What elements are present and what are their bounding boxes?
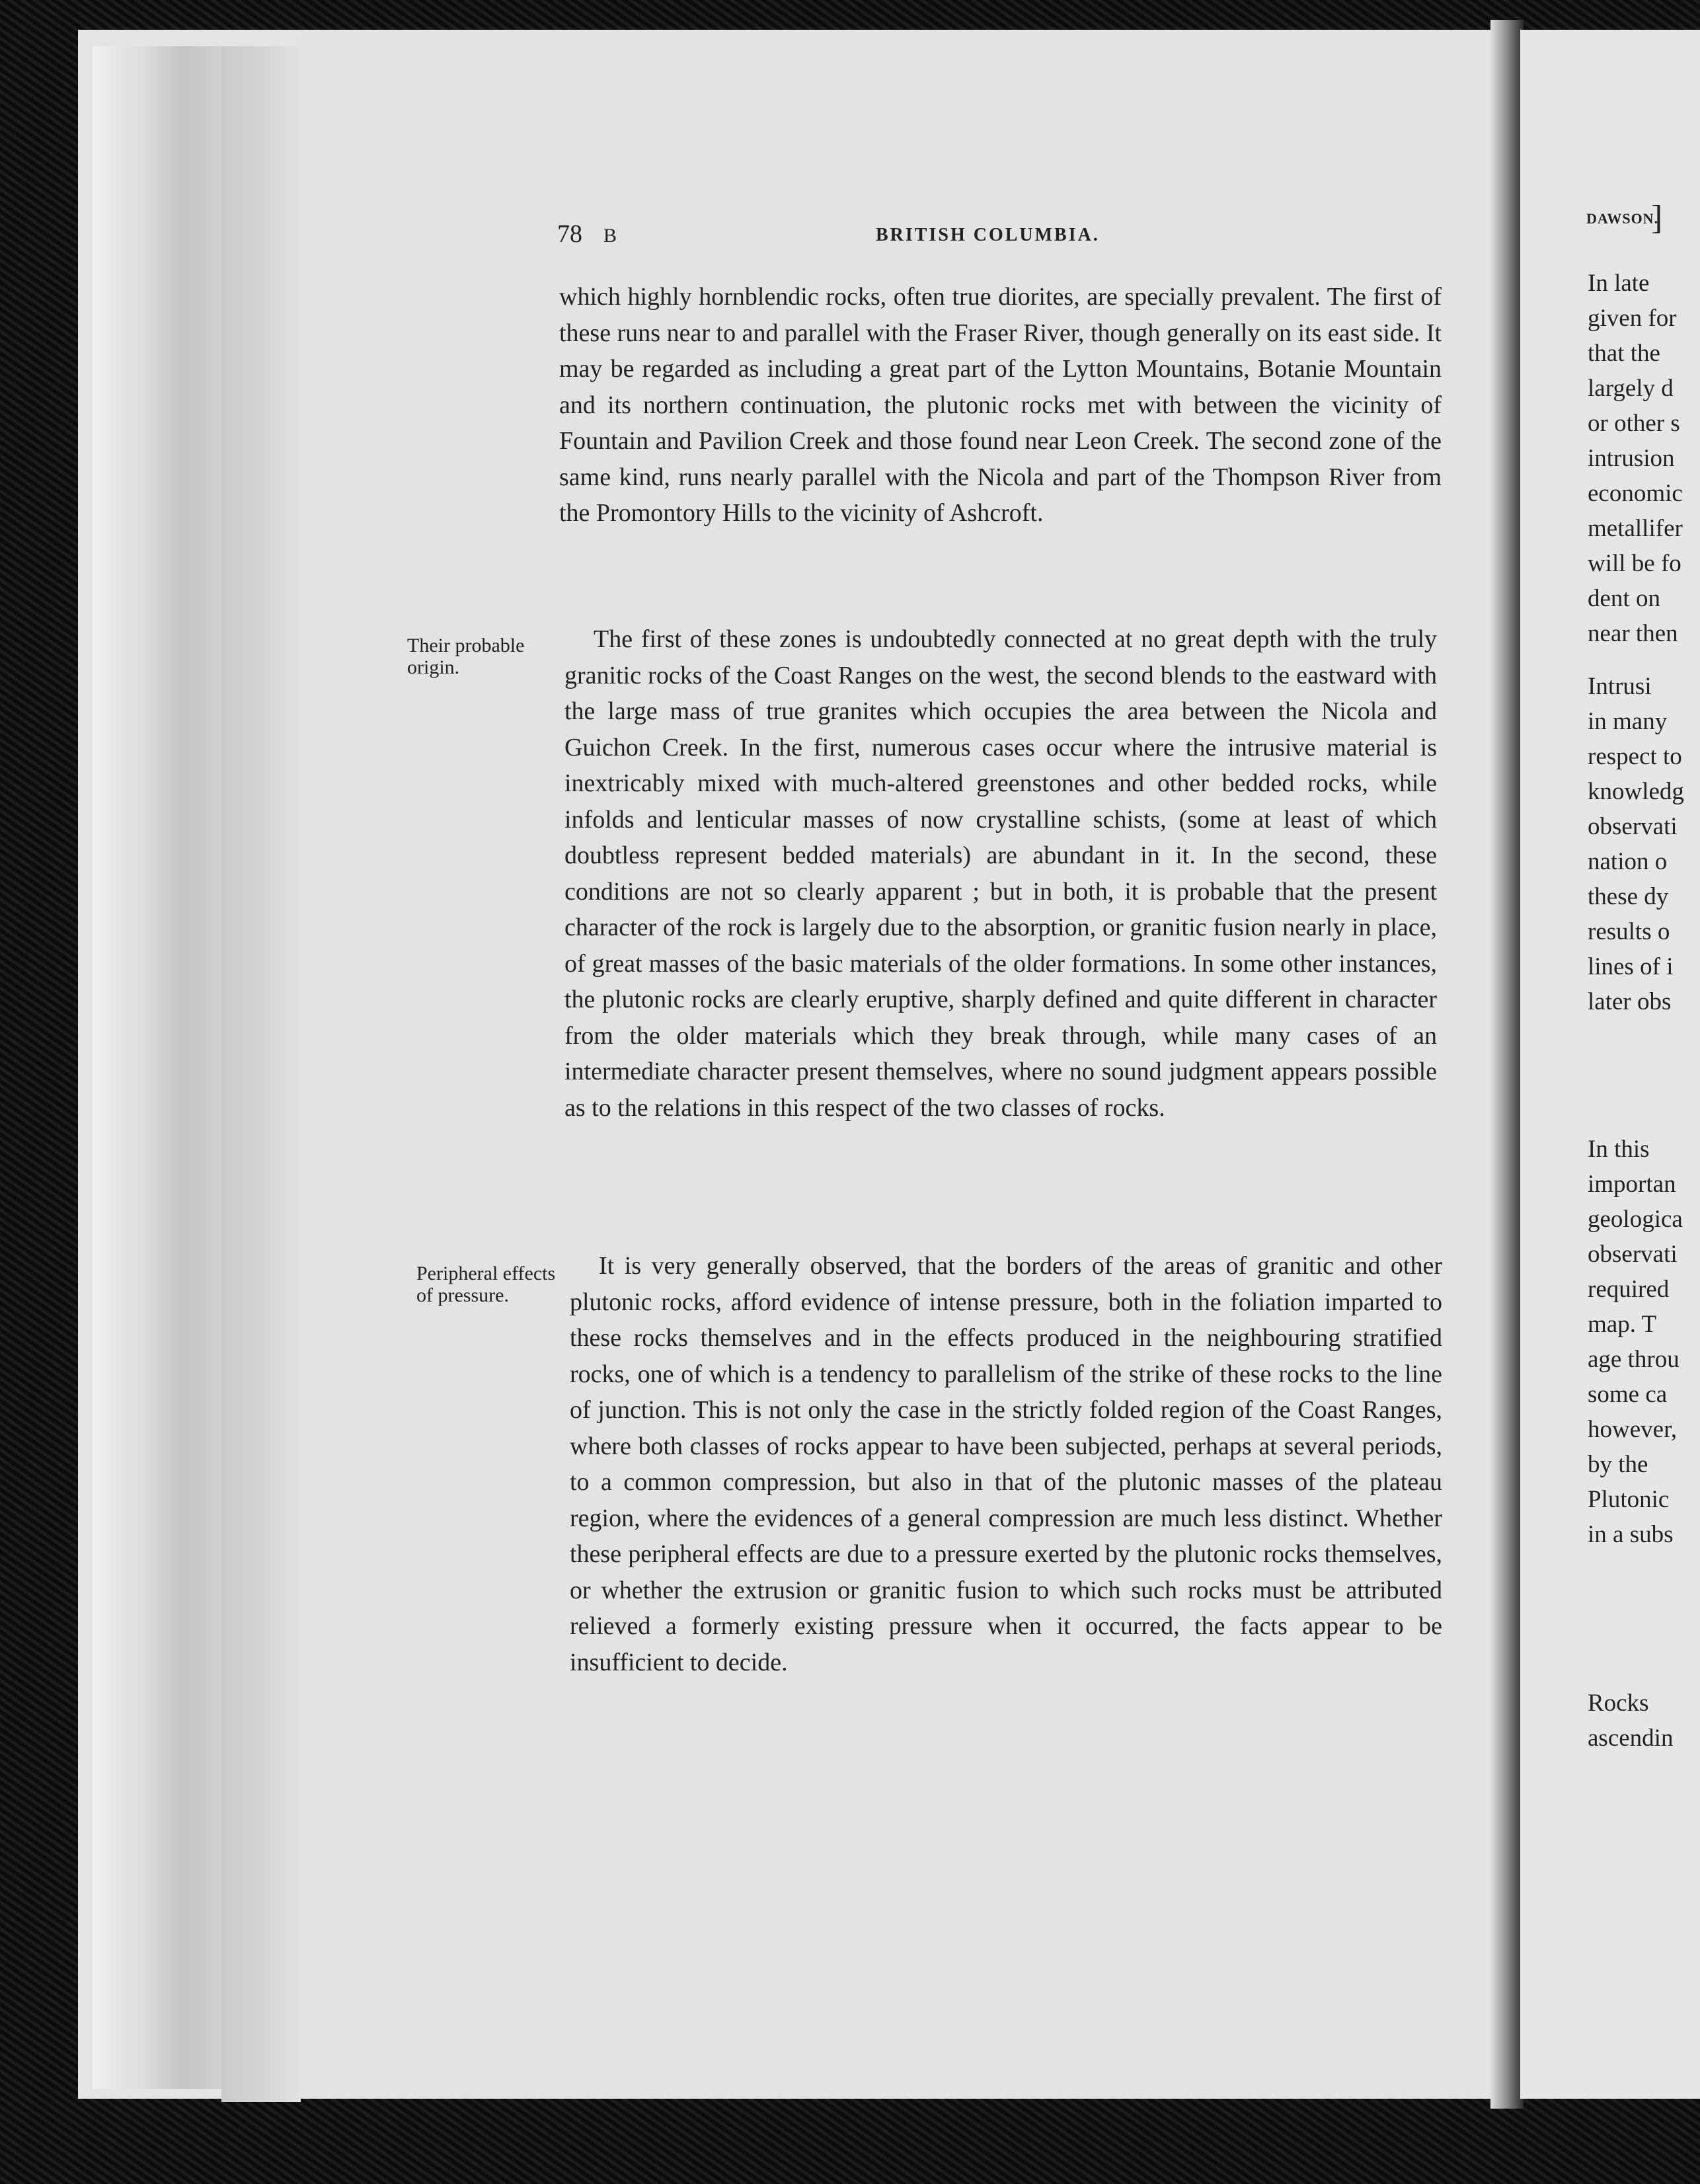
right-fragment-line: observati (1588, 813, 1678, 840)
right-fragment-line: later obs (1588, 988, 1672, 1015)
right-fragment-line: knowledg (1588, 778, 1684, 805)
right-fragment-line: intrusion (1588, 445, 1675, 472)
right-fragment-line: some ca (1588, 1381, 1668, 1408)
right-fragment-block-1 (1588, 266, 1700, 651)
right-fragment-line: will be fo (1588, 550, 1681, 577)
right-fragment-line: in many (1588, 708, 1668, 735)
paragraph-3: It is very generally observed, that the borders of the areas of granitic and other plutonic rocks, afford evidence of intense pressure, both in the foliation imparted to these rocks themselves and in the effects produced in the neighbouring stratified rocks, one of which is a tendency to parallelism of the strike of these rocks to the line of junction. This is not only the case in the strictly folded region of the Coast Ranges, where both classes of rocks appear to have been subjected, perhaps at several periods, to a common compression, but also in that of the plutonic masses of the plateau region, where the evidences of a general compression are much less distinct. Whether these peripheral effects are due to a pressure exerted by the plutonic rocks themselves, or whether the extrusion or granitic fusion to which such rocks must be attributed relieved a formerly existing pressure when it occurred, the facts appear to be insufficient to decide. (570, 1252, 1442, 1676)
right-fragment-line: respect to (1588, 743, 1682, 770)
right-fragment-line: these dy (1588, 883, 1669, 910)
right-fragment-line: near then (1588, 620, 1678, 647)
right-fragment-line: importan (1588, 1171, 1676, 1198)
page-stack-edge (93, 46, 221, 2089)
right-fragment-line: Intrusi (1588, 673, 1652, 700)
right-fragment-block-2 (1588, 669, 1700, 1019)
page-number: 78 (557, 220, 582, 248)
right-fragment-line: In this (1588, 1136, 1650, 1163)
running-title: BRITISH COLUMBIA. (876, 225, 1100, 245)
right-fragment-line: age throu (1588, 1346, 1680, 1373)
right-fragment-line: however, (1588, 1416, 1678, 1443)
page-series-letter: B (603, 225, 617, 247)
right-fragment-line: observati (1588, 1241, 1678, 1268)
right-fragment-block-3 (1588, 1132, 1700, 1552)
right-head-bracket: ] (1651, 199, 1663, 237)
right-fragment-line: metallifer (1588, 515, 1683, 542)
right-fragment-line: economic (1588, 480, 1683, 507)
right-fragment-line: map. T (1588, 1311, 1657, 1338)
right-fragment-line: Plutonic (1588, 1486, 1670, 1513)
right-fragment-line: dent on (1588, 585, 1660, 612)
right-fragment-line: or other s (1588, 410, 1680, 437)
sidenote-probable-origin: Their probable origin. (407, 635, 525, 678)
right-fragment-line: in a subs (1588, 1521, 1674, 1548)
right-fragment-line: results o (1588, 918, 1670, 945)
right-fragment-line: geologica (1588, 1206, 1683, 1233)
right-fragment-line: ascendin (1588, 1725, 1674, 1752)
right-fragment-line: nation o (1588, 848, 1668, 875)
right-fragment-line: largely d (1588, 375, 1674, 402)
right-fragment-line: given for (1588, 305, 1677, 332)
page-margin-shadow (221, 46, 301, 2102)
paragraph-1: which highly hornblendic rocks, often true diorites, are specially prevalent. The first of these runs near to and parallel with the Fraser River, though generally on its east side. It may be regarded as including a great part of the Lytton Mountains, Botanie Mountain and its northern continuation, the plutonic rocks met with between the vicinity of Fountain and Pavilion Creek and those found near Leon Creek. The second zone of the same kind, runs nearly parallel with the Nicola and part of the Thompson River from the Promontory Hills to the vicinity of Ashcroft. (559, 283, 1442, 527)
right-fragment-line: that the (1588, 340, 1660, 367)
sidenote-peripheral-effects: Peripheral effects of pressure. (416, 1263, 556, 1306)
right-fragment-line: lines of i (1588, 953, 1674, 980)
right-fragment-block-4 (1588, 1686, 1700, 1756)
right-fragment-line: In late (1588, 270, 1650, 297)
right-fragment-line: by the (1588, 1451, 1648, 1478)
right-fragment-line: required (1588, 1276, 1670, 1303)
book-gutter (1490, 20, 1524, 2109)
right-fragment-line: Rocks (1588, 1690, 1649, 1717)
right-running-head: DAWSON. (1586, 210, 1659, 227)
paragraph-2: The first of these zones is undoubtedly connected at no great depth with the truly granitic rocks of the Coast Ranges on the west, the second blends to the eastward with the large mass of true granites which occupies the area between the Nicola and Guichon Creek. In the first, numerous cases occur where the intrusive material is inextricably mixed with much-altered greenstones and other bedded rocks, while infolds and lenticular masses of now crystalline schists, (some at least of which doubtless represent bedded materials) are abundant in it. In the second, these conditions are not so clearly apparent ; but in both, it is probable that the present character of the rock is largely due to the absorption, or granitic fusion nearly in place, of great masses of the basic materials of the older formations. In some other instances, the plutonic rocks are clearly eruptive, sharply defined and quite different in character from the older materials which they break through, while many cases of an intermediate character present themselves, where no sound judgment appears possible as to the relations in this respect of the two classes of rocks. (564, 625, 1437, 1122)
